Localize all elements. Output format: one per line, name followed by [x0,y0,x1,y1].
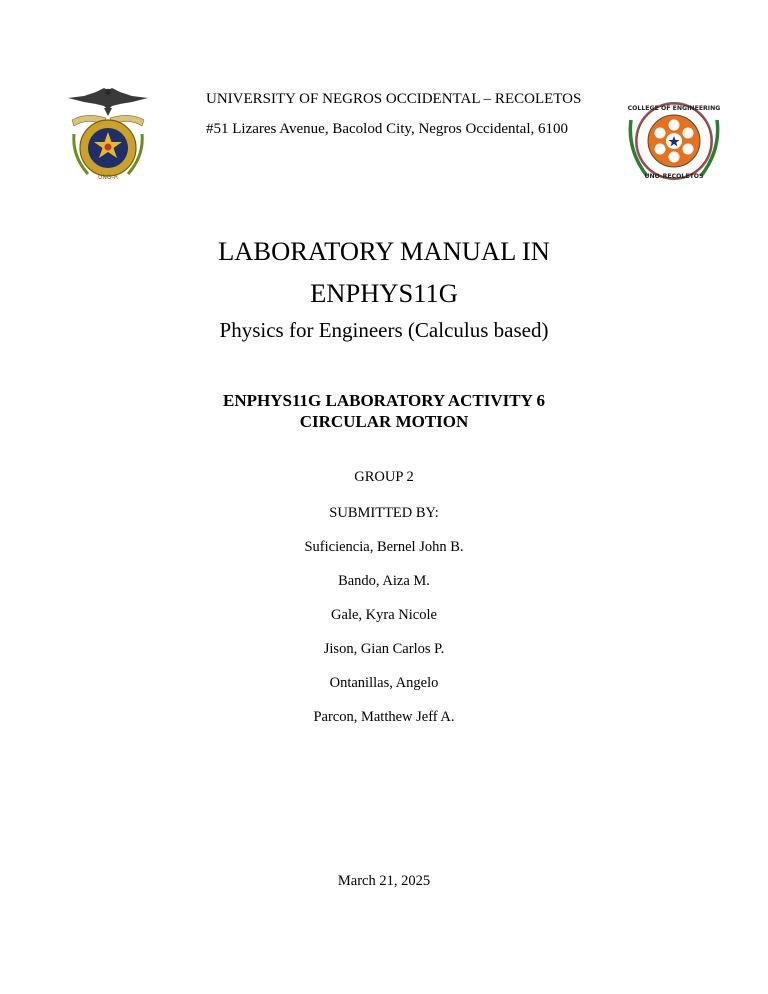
university-seal-logo [66,86,150,182]
manual-title-line2: ENPHYS11G [310,278,458,308]
submission-date: March 21, 2025 [337,873,431,889]
member-name: Gale, Kyra Nicole [331,607,437,623]
right-logo-text-bottom: UNO-RECOLETOS [644,173,704,180]
activity-topic: CIRCULAR MOTION [299,412,469,431]
right-logo-text-top: COLLEGE OF ENGINEERING [627,105,721,112]
left-logo-text: UNO-R [97,174,119,181]
college-of-engineering-logo [625,100,723,182]
activity-title: ENPHYS11G LABORATORY ACTIVITY 6 [223,391,545,410]
member-name: Parcon, Matthew Jeff A. [313,709,455,725]
member-name: Jison, Gian Carlos P. [323,641,445,657]
submitted-by-label: SUBMITTED BY: [329,505,439,521]
university-address: #51 Lizares Avenue, Bacolod City, Negros Occidental, 6100 [206,121,568,137]
member-name: Ontanillas, Angelo [329,675,439,691]
manual-title-line1: LABORATORY MANUAL IN [218,236,550,266]
university-name: UNIVERSITY OF NEGROS OCCIDENTAL – RECOLETOS [206,91,582,107]
member-name: Bando, Aiza M. [338,573,430,589]
group-label: GROUP 2 [354,469,414,485]
manual-subtitle: Physics for Engineers (Calculus based) [219,318,549,342]
member-name: Suficiencia, Bernel John B. [304,539,464,555]
